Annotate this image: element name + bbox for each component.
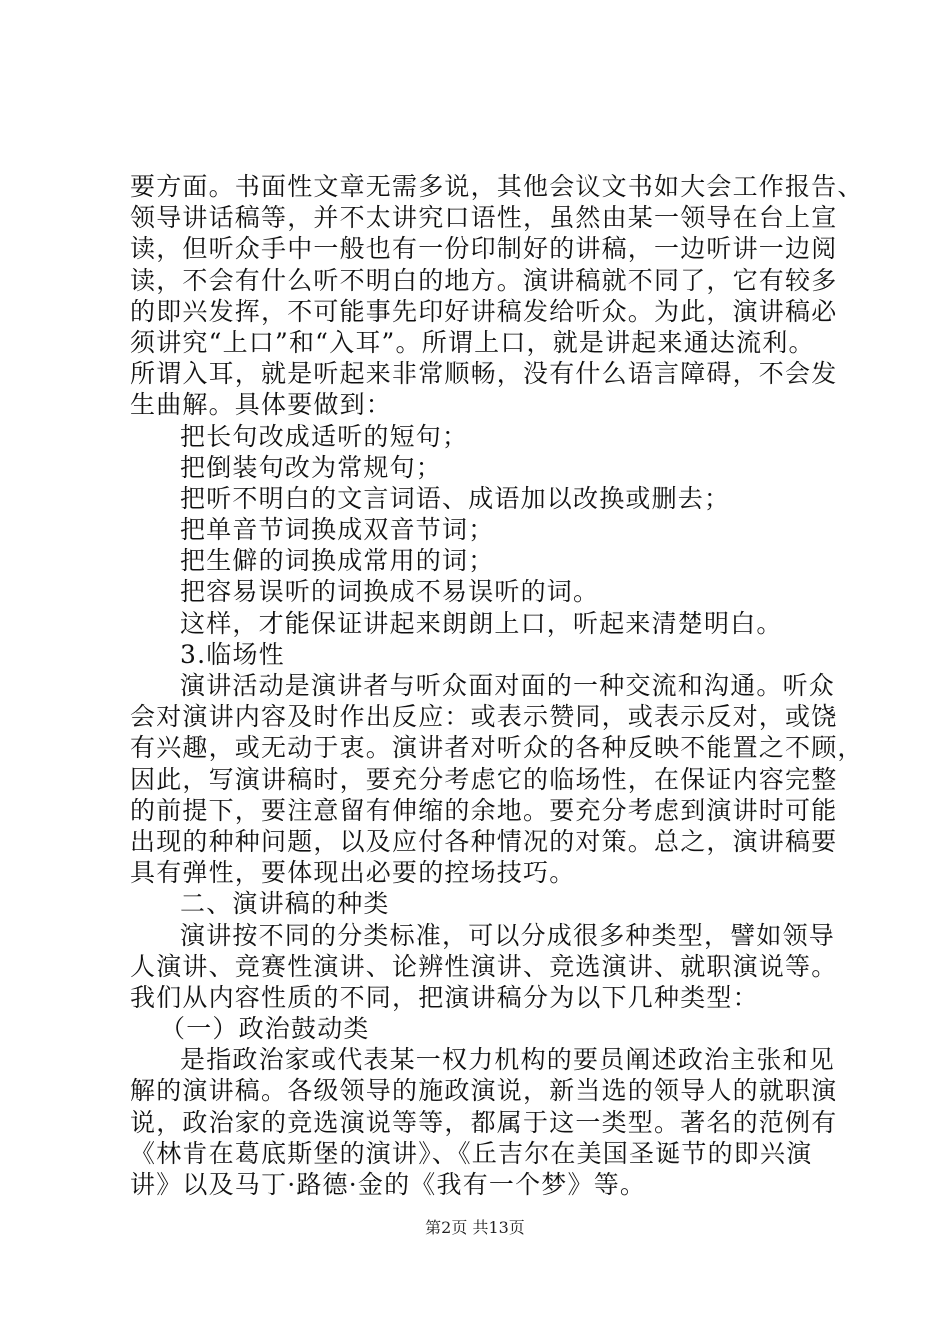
body-text-line: 我们从内容性质的不同，把演讲稿分为以下几种类型： — [130, 983, 759, 1012]
body-text-line: 出现的种种问题，以及应付各种情况的对策。总之，演讲稿要 — [130, 827, 838, 856]
body-text-line: 领导讲话稿等，并不太讲究口语性，虽然由某一领导在台上宣 — [130, 203, 838, 232]
body-text-line: 因此，写演讲稿时，要充分考虑它的临场性，在保证内容完整 — [130, 765, 838, 794]
body-text-line: 的前提下，要注意留有伸缩的余地。要充分考虑到演讲时可能 — [130, 796, 838, 825]
body-text-line: 演讲按不同的分类标准，可以分成很多种类型，譬如领导 — [180, 921, 836, 950]
body-text-line: 的即兴发挥，不可能事先印好讲稿发给听众。为此，演讲稿必 — [130, 297, 838, 326]
body-text-line: 会对演讲内容及时作出反应：或表示赞同，或表示反对，或饶 — [130, 702, 838, 731]
body-text-line: 人演讲、竞赛性演讲、论辨性演讲、竞选演讲、就职演说等。 — [130, 952, 838, 981]
body-text-line: 读，不会有什么听不明白的地方。演讲稿就不同了，它有较多 — [130, 266, 838, 295]
body-text-line: 具有弹性，要体现出必要的控场技巧。 — [130, 858, 576, 887]
list-item: 把容易误听的词换成不易误听的词。 — [180, 577, 600, 606]
body-text-line: 生曲解。具体要做到： — [130, 390, 393, 419]
body-text-line: 所谓入耳，就是听起来非常顺畅，没有什么语言障碍，不会发 — [130, 359, 838, 388]
page-number-footer: 第2页 共13页 — [425, 1218, 525, 1237]
section-heading: 二、演讲稿的种类 — [180, 889, 390, 918]
subsection-heading: （一）政治鼓动类 — [160, 1014, 370, 1043]
body-text-line: 要方面。书面性文章无需多说，其他会议文书如大会工作报告、 — [130, 172, 864, 201]
body-text-line: 演讲活动是演讲者与听众面对面的一种交流和沟通。听众 — [180, 671, 836, 700]
body-text-line: 讲》以及马丁·路德·金的《我有一个梦》等。 — [130, 1170, 647, 1199]
body-text-line: 是指政治家或代表某一权力机构的要员阐述政治主张和见 — [180, 1045, 836, 1074]
body-text-line: 《林肯在葛底斯堡的演讲》、《丘吉尔在美国圣诞节的即兴演 — [130, 1139, 813, 1168]
list-item: 把长句改成适听的短句； — [180, 422, 469, 451]
list-item: 把倒装句改为常规句； — [180, 453, 443, 482]
body-text-line: 这样，才能保证讲起来朗朗上口，听起来清楚明白。 — [180, 609, 783, 638]
body-text-line: 有兴趣，或无动于衷。演讲者对听众的各种反映不能置之不顾， — [130, 733, 864, 762]
list-item: 把听不明白的文言词语、成语加以改换或删去； — [180, 484, 731, 513]
section-heading: 3.临场性 — [180, 640, 285, 669]
body-text-line: 须讲究“上口”和“入耳”。所谓上口，就是讲起来通达流利。 — [130, 328, 815, 357]
list-item: 把生僻的词换成常用的词； — [180, 546, 495, 575]
body-text-line: 读，但听众手中一般也有一份印制好的讲稿，一边听讲一边阅 — [130, 234, 838, 263]
body-text-line: 说，政治家的竞选演说等等，都属于这一类型。著名的范例有 — [130, 1108, 838, 1137]
body-text-line: 解的演讲稿。各级领导的施政演说，新当选的领导人的就职演 — [130, 1076, 838, 1105]
list-item: 把单音节词换成双音节词； — [180, 515, 495, 544]
